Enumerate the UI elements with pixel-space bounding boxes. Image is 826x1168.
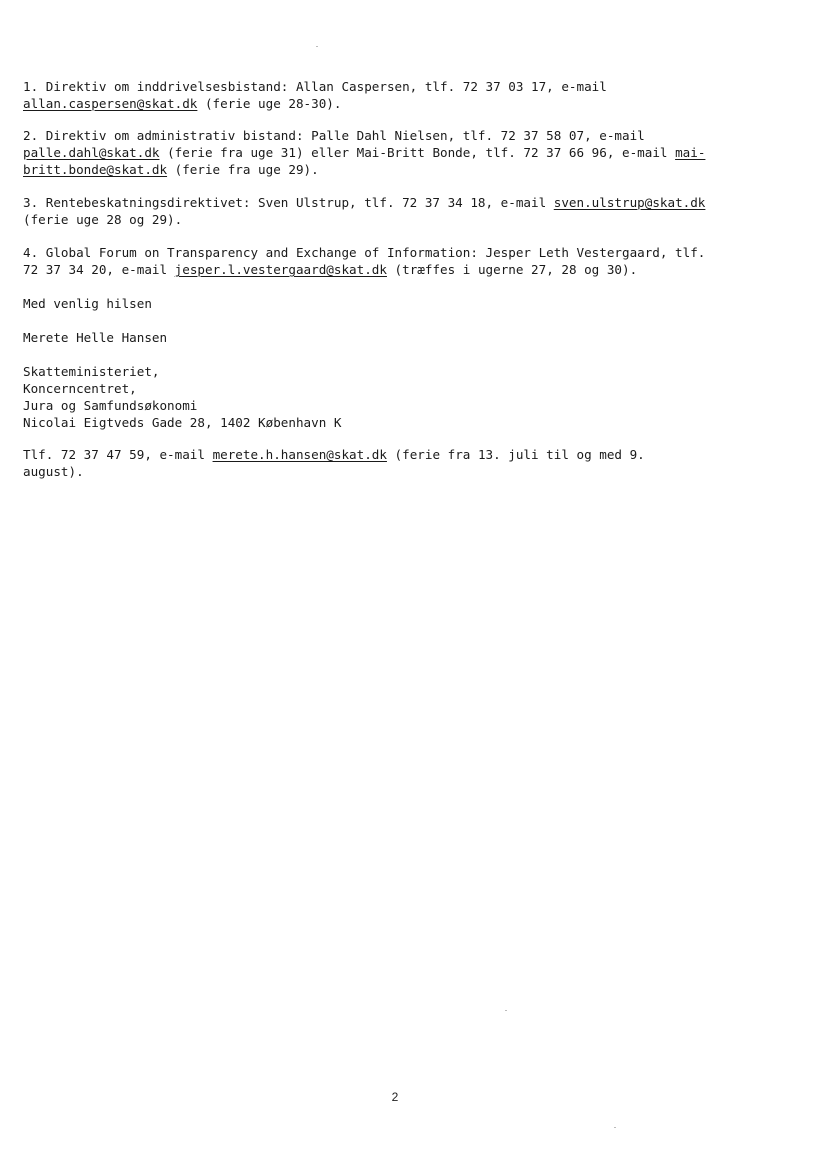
org-line-1: Skatteministeriet, [23, 364, 160, 379]
item-4-availability-note: (træffes i ugerne 27, 28 og 30). [386, 262, 638, 277]
signer-text: Merete Helle Hansen [23, 330, 168, 345]
email-link-merete-hansen[interactable]: merete.h.hansen@skat.dk [212, 447, 387, 462]
contact-line-2: august). [23, 464, 84, 479]
closing-text: Med venlig hilsen [23, 296, 152, 311]
item-2-vacation-note: (ferie fra uge 29). [167, 162, 319, 177]
item-3-line-1 [23, 194, 763, 211]
item-1-line-1: 1. Direktiv om inddrivelsesbistand: Allan Caspersen, tlf. 72 37 03 17, e-mail [23, 79, 607, 94]
email-link-sven-ulstrup[interactable]: sven.ulstrup@skat.dk [553, 195, 706, 210]
email-link-palle-dahl[interactable]: palle.dahl@skat.dk [23, 145, 160, 160]
scan-speck [614, 1127, 616, 1128]
item-4-line-2 [23, 261, 763, 278]
contact-item-3 [23, 194, 763, 228]
contact-phone: Tlf. 72 37 47 59, e-mail [23, 447, 213, 462]
contact-item-2 [23, 127, 763, 178]
item-2-line-2 [23, 144, 763, 161]
organization-address [23, 363, 763, 431]
item-1-vacation-note: (ferie uge 28-30). [197, 96, 342, 111]
contact-vacation-note: (ferie fra 13. juli til og med 9. [386, 447, 645, 462]
org-line-2: Koncerncentret, [23, 381, 137, 396]
item-4-phone: 72 37 34 20, e-mail [23, 262, 175, 277]
org-line-4: Nicolai Eigtveds Gade 28, 1402 København K [23, 415, 342, 430]
email-link-allan-caspersen[interactable]: allan.caspersen@skat.dk [23, 96, 198, 111]
item-2-mid-text: (ferie fra uge 31) eller Mai-Britt Bonde, tlf. 72 37 66 96, e-mail [159, 145, 676, 160]
signer-contact [23, 446, 763, 480]
item-2-line-3 [23, 161, 763, 178]
page-number: 2 [391, 1090, 399, 1104]
item-3-text: 3. Rentebeskatningsdirektivet: Sven Ulstrup, tlf. 72 37 34 18, e-mail [23, 195, 554, 210]
item-4-line-1: 4. Global Forum on Transparency and Exchange of Information: Jesper Leth Vestergaard, tlf. [23, 245, 706, 260]
scan-speck [505, 1010, 507, 1011]
contact-item-1 [23, 78, 763, 112]
contact-line-1 [23, 446, 763, 463]
item-3-line-2: (ferie uge 28 og 29). [23, 212, 183, 227]
signer-name [23, 329, 763, 346]
email-link-mai-britt-bonde-part-2[interactable]: britt.bonde@skat.dk [23, 162, 168, 177]
contact-item-4 [23, 244, 763, 278]
closing-greeting [23, 295, 763, 312]
email-link-mai-britt-bonde-part-1[interactable]: mai- [675, 145, 706, 160]
scan-speck [316, 46, 318, 47]
item-1-line-2 [23, 95, 763, 112]
org-line-3: Jura og Samfundsøkonomi [23, 398, 198, 413]
email-link-jesper-vestergaard[interactable]: jesper.l.vestergaard@skat.dk [174, 262, 387, 277]
item-2-line-1: 2. Direktiv om administrativ bistand: Palle Dahl Nielsen, tlf. 72 37 58 07, e-mail [23, 128, 645, 143]
